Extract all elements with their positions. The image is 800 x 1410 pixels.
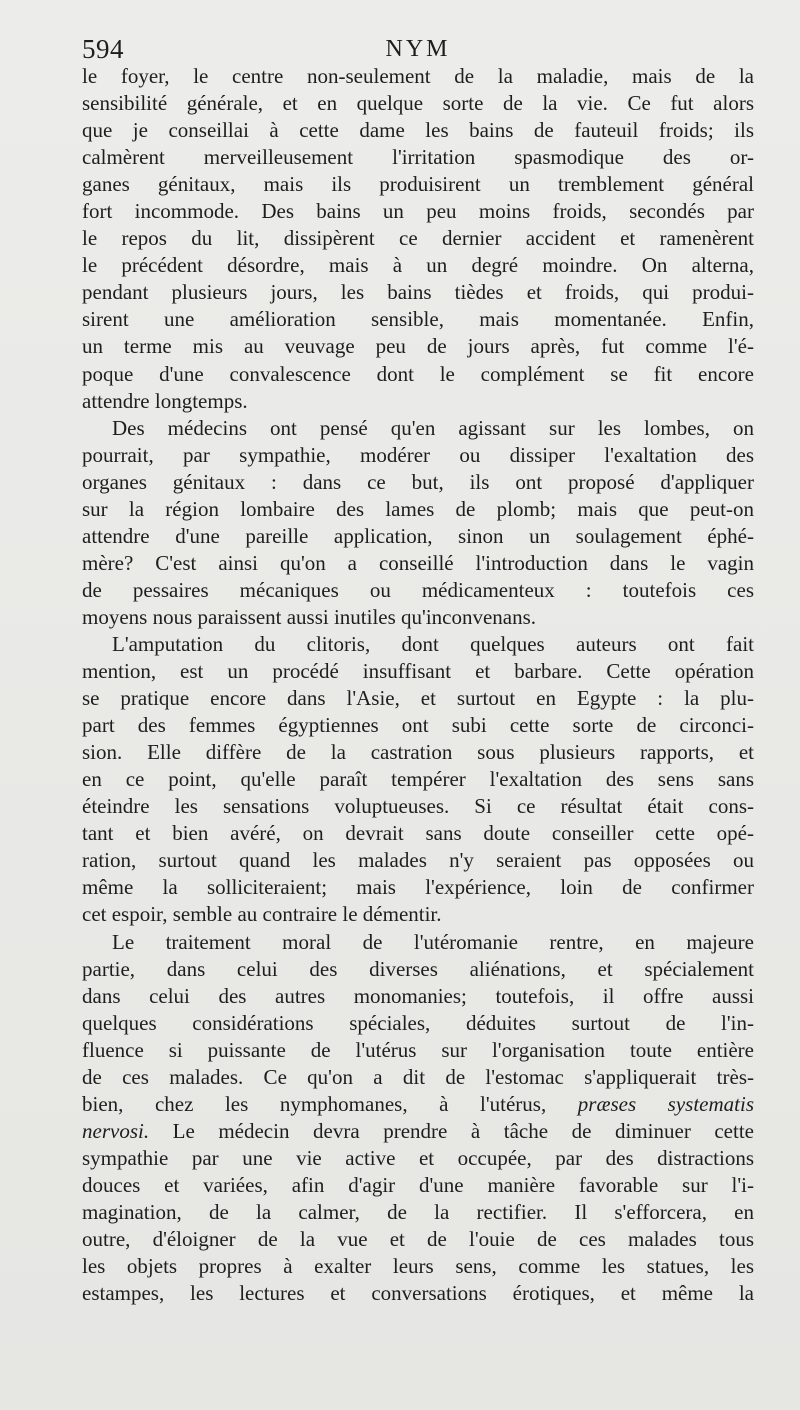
paragraph-3 [82, 631, 754, 929]
text-line-mixed [82, 1118, 754, 1145]
page-number: 594 [82, 34, 124, 64]
text-line: même la solliciteraient; mais l'expérience, loin de confirmer [82, 875, 754, 900]
text-line: attendre d'une pareille application, sinon un soulagement éphé- [82, 523, 754, 548]
text-segment: Le médecin devra prendre à tâche de diminuer cette [149, 1118, 754, 1143]
text-line-mixed [82, 1091, 754, 1118]
text-line: L'amputation du clitoris, dont quelques auteurs ont fait [112, 631, 754, 656]
text-line: sion. Elle diffère de la castration sous plusieurs rapports, et [82, 740, 754, 765]
latin-phrase: præses systematis [577, 1091, 754, 1116]
text-segment: bien, chez les nymphomanes, à l'utérus, [82, 1091, 547, 1116]
text-line: se pratique encore dans l'Asie, et surtout en Egypte : la plu- [82, 686, 754, 711]
paragraph-4 [82, 929, 754, 1308]
paragraph-1 [82, 63, 754, 415]
text-line: ganes génitaux, mais ils produisirent un tremblement général [82, 172, 754, 197]
text-line: en ce point, qu'elle paraît tempérer l'exaltation des sens sans [82, 767, 754, 792]
body-text [82, 63, 754, 1307]
text-line: de pessaires mécaniques ou médicamenteux : toutefois ces [82, 577, 754, 602]
text-line: douces et variées, afin d'agir d'une manière favorable sur l'i- [82, 1172, 754, 1197]
text-line: estampes, les lectures et conversations érotiques, et même la [82, 1281, 754, 1306]
text-line: tant et bien avéré, on devrait sans doute conseiller cette opé- [82, 821, 754, 846]
text-line: pourrait, par sympathie, modérer ou dissiper l'exaltation des [82, 442, 754, 467]
text-line: cet espoir, semble au contraire le démentir. [82, 902, 442, 927]
text-line: de ces malades. Ce qu'on a dit de l'estomac s'appliquerait très- [82, 1064, 754, 1089]
text-line: part des femmes égyptiennes ont subi cette sorte de circonci- [82, 713, 754, 738]
text-line: sympathie par une vie active et occupée, par des distractions [82, 1145, 754, 1170]
text-line: fluence si puissante de l'utérus sur l'organisation toute entière [82, 1037, 754, 1062]
text-line: sirent une amélioration sensible, mais momentanée. Enfin, [82, 307, 754, 332]
text-line: le précédent désordre, mais à un degré moindre. On alterna, [82, 253, 754, 278]
text-line: mère? C'est ainsi qu'on a conseillé l'introduction dans le vagin [82, 550, 754, 575]
text-line: partie, dans celui des diverses aliénations, et spécialement [82, 956, 754, 981]
text-line: éteindre les sensations voluptueuses. Si ce résultat était cons- [82, 794, 754, 819]
text-line: un terme mis au veuvage peu de jours après, fut comme l'é- [82, 334, 754, 359]
text-line: calmèrent merveilleusement l'irritation spasmodique des or- [82, 145, 754, 170]
text-line: pendant plusieurs jours, les bains tièdes et froids, qui produi- [82, 280, 754, 305]
text-line: que je conseillai à cette dame les bains de fauteuil froids; ils [82, 118, 754, 143]
text-line: le repos du lit, dissipèrent ce dernier accident et ramenèrent [82, 226, 754, 251]
latin-phrase-end: nervosi. [82, 1118, 150, 1143]
text-line: le foyer, le centre non-seulement de la maladie, mais de la [82, 64, 754, 88]
text-line: sur la région lombaire des lames de plomb; mais que peut-on [82, 496, 754, 521]
text-line: sensibilité générale, et en quelque sorte de la vie. Ce fut alors [82, 91, 754, 116]
text-line: dans celui des autres monomanies; toutefois, il offre aussi [82, 983, 754, 1008]
paragraph-2 [82, 415, 754, 631]
text-line: outre, d'éloigner de la vue et de l'ouie de ces malades tous [82, 1227, 754, 1252]
text-line: Le traitement moral de l'utéromanie rentre, en majeure [112, 929, 754, 954]
text-line: moyens nous paraissent aussi inutiles qu'inconvenans. [82, 604, 537, 629]
text-line: quelques considérations spéciales, déduites surtout de l'in- [82, 1010, 754, 1035]
text-line: mention, est un procédé insuffisant et barbare. Cette opération [82, 659, 754, 684]
text-line: attendre longtemps. [82, 388, 248, 413]
text-line: magination, de la calmer, de la rectifier. Il s'efforcera, en [82, 1199, 754, 1224]
text-line: fort incommode. Des bains un peu moins froids, secondés par [82, 199, 754, 224]
text-line: ration, surtout quand les malades n'y seraient pas opposées ou [82, 848, 754, 873]
running-head: NYM [385, 36, 451, 62]
text-line: Des médecins ont pensé qu'en agissant sur les lombes, on [112, 415, 754, 440]
text-line: les objets propres à exalter leurs sens, comme les statues, les [82, 1254, 754, 1279]
text-line: organes génitaux : dans ce but, ils ont proposé d'appliquer [82, 469, 754, 494]
text-line: poque d'une convalescence dont le complément se fit encore [82, 361, 754, 386]
